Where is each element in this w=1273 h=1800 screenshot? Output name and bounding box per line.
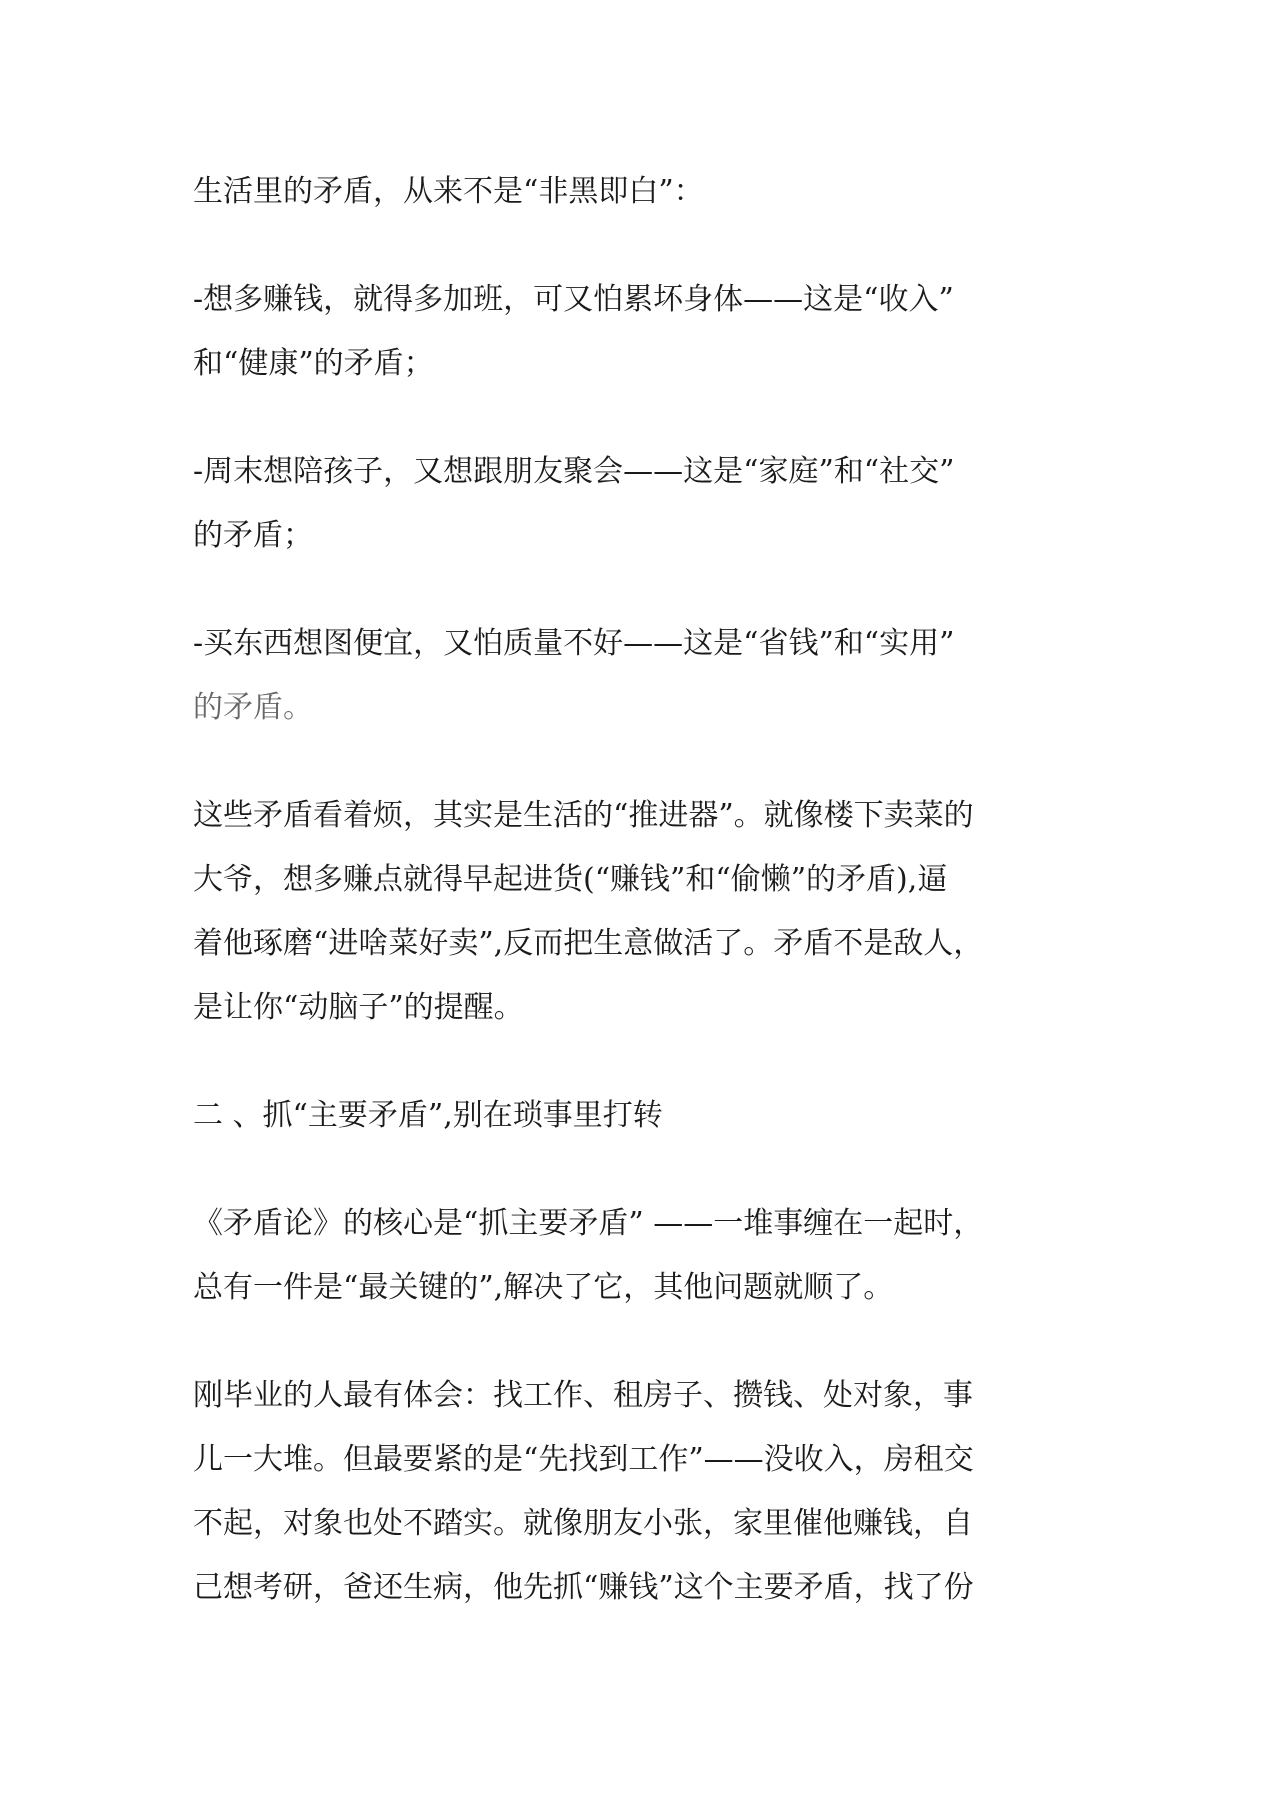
paragraph-line: 的矛盾；	[193, 518, 313, 553]
paragraph-line: 己想考研，爸还生病，他先抓“赚钱”这个主要矛盾，找了份	[193, 1570, 974, 1605]
paragraph	[193, 1192, 1093, 1320]
paragraph-line: -周末想陪孩子，又想跟朋友聚会——这是“家庭”和“社交”	[193, 454, 955, 489]
paragraph-gap	[193, 740, 1093, 784]
section-heading-text: 二 、抓“主要矛盾”,别在琐事里打转	[193, 1098, 663, 1133]
paragraph-line: -买东西想图便宜，又怕质量不好——这是“省钱”和“实用”	[193, 626, 955, 661]
paragraph-line: -想多赚钱，就得多加班，可又怕累坏身体——这是“收入”	[193, 282, 954, 317]
paragraph-line: 总有一件是“最关键的”,解决了它，其他问题就顺了。	[193, 1270, 894, 1305]
paragraph-gap	[193, 1148, 1093, 1192]
paragraph	[193, 160, 1093, 224]
paragraph-gap	[193, 224, 1093, 268]
paragraph-line: 《矛盾论》的核心是“抓主要矛盾” ——一堆事缠在一起时，	[193, 1206, 984, 1241]
paragraph-line: 是让你“动脑子”的提醒。	[193, 990, 524, 1025]
paragraph-line: 不起，对象也处不踏实。就像朋友小张，家里催他赚钱，自	[193, 1506, 973, 1541]
paragraph-line: 着他琢磨“进啥菜好卖”,反而把生意做活了。矛盾不是敌人，	[193, 926, 984, 961]
paragraph	[193, 1364, 1093, 1620]
paragraph-line: 的矛盾。	[193, 690, 313, 725]
paragraph-gap	[193, 396, 1093, 440]
document-body	[193, 160, 1093, 1620]
paragraph-gap	[193, 1040, 1093, 1084]
paragraph	[193, 784, 1093, 1040]
paragraph-line: 和“健康”的矛盾；	[193, 346, 434, 381]
bullet-item-family-social	[193, 440, 1093, 568]
paragraph-gap	[193, 568, 1093, 612]
paragraph-line: 儿一大堆。但最要紧的是“先找到工作”——没收入，房租交	[193, 1442, 974, 1477]
bullet-item-income-health	[193, 268, 1093, 396]
paragraph-line: 生活里的矛盾，从来不是“非黑即白”：	[193, 174, 704, 209]
paragraph-gap	[193, 1320, 1093, 1364]
section-heading	[193, 1084, 1093, 1148]
paragraph-line: 刚毕业的人最有体会：找工作、租房子、攒钱、处对象，事	[193, 1378, 973, 1413]
bullet-item-saving-practical	[193, 612, 1093, 740]
paragraph-line: 这些矛盾看着烦，其实是生活的“推进器”。就像楼下卖菜的	[193, 798, 974, 833]
paragraph-line: 大爷，想多赚点就得早起进货(“赚钱”和“偷懒”的矛盾),逼	[193, 862, 948, 897]
